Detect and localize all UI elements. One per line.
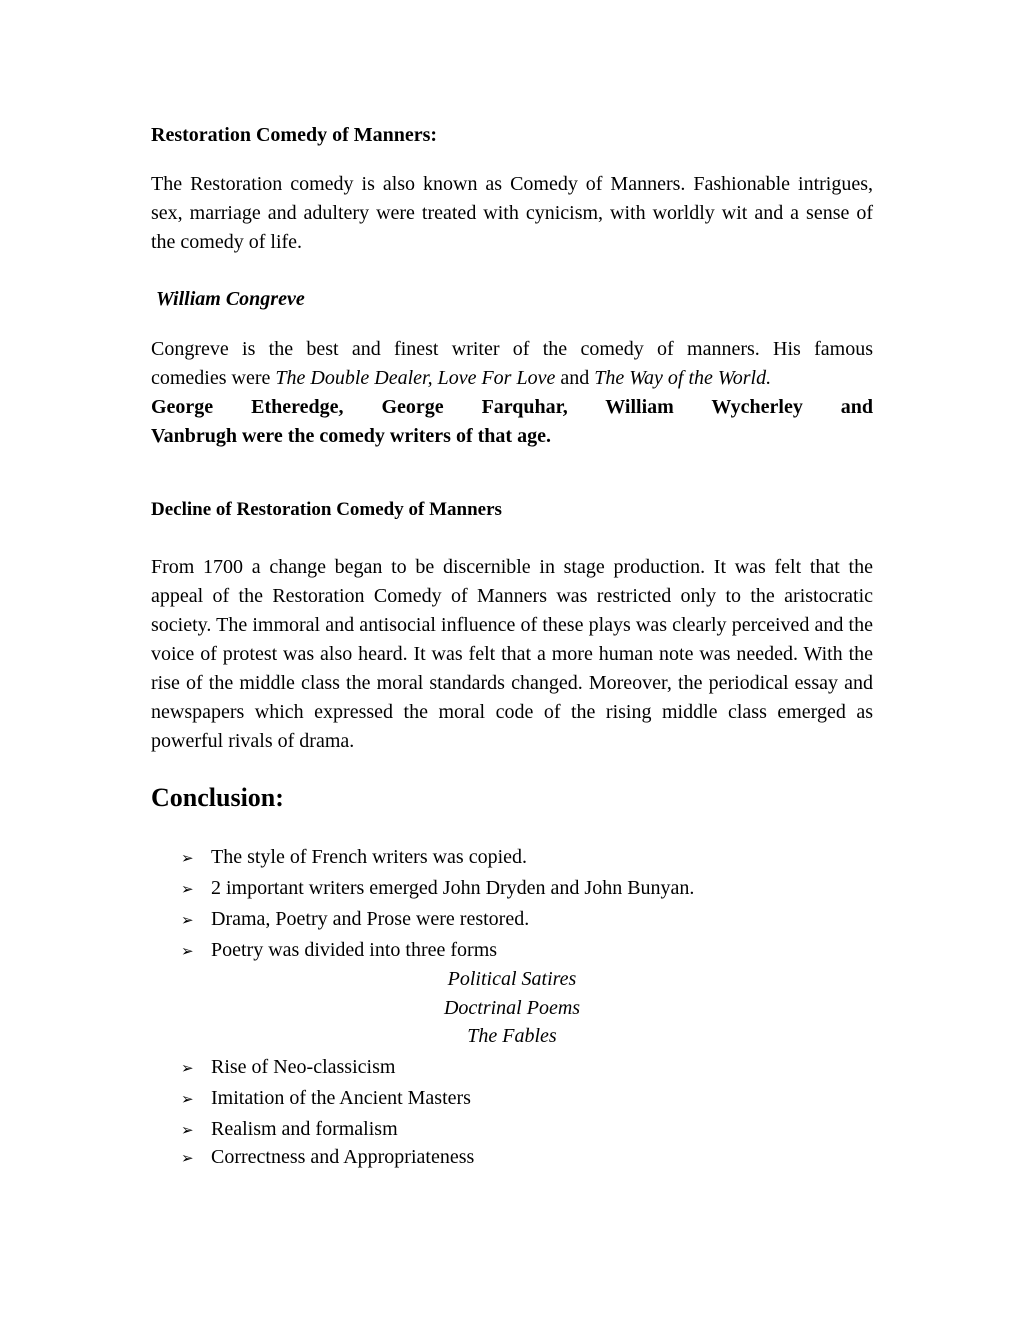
list-item — [181, 876, 694, 901]
paragraph-restoration-comedy: The Restoration comedy is also known as Comedy of Manners. Fashionable intrigues, sex, marriage and adultery were treated with cynicism, with worldly wit and a sense of the comedy of life. — [151, 173, 873, 253]
heading-decline: Decline of Restoration Comedy of Manners — [151, 499, 502, 520]
bold-writers-line1: George Etheredge, George Farquhar, William Wycherley and — [151, 396, 873, 418]
list-item — [181, 1145, 474, 1170]
paragraph-congreve-line2 — [151, 364, 873, 393]
heading-restoration-comedy: Restoration Comedy of Manners: — [151, 124, 438, 146]
arrow-bullet-icon: ➢ — [181, 1059, 194, 1077]
poetry-form-the-fables: The Fables — [467, 1025, 557, 1047]
heading-conclusion: Conclusion: — [151, 783, 284, 812]
list-item-text: Correctness and Appropriateness — [211, 1146, 475, 1168]
list-item — [181, 1086, 471, 1111]
arrow-bullet-icon: ➢ — [181, 1121, 194, 1139]
list-item-text: Drama, Poetry and Prose were restored. — [211, 908, 530, 930]
list-item-text: 2 important writers emerged John Dryden and John Bunyan. — [211, 877, 695, 899]
list-item — [181, 1055, 395, 1080]
paragraph-congreve-line1: Congreve is the best and finest writer of the comedy of manners. His famous — [151, 338, 873, 360]
heading-william-congreve: William Congreve — [156, 288, 305, 310]
list-item — [181, 845, 527, 870]
list-item — [181, 938, 497, 963]
list-item-text: Rise of Neo-classicism — [211, 1056, 396, 1078]
poetry-form-doctrinal-poems: Doctrinal Poems — [443, 997, 581, 1019]
poetry-form-political-satires: Political Satires — [447, 968, 577, 990]
arrow-bullet-icon: ➢ — [181, 849, 194, 867]
paragraph-decline: From 1700 a change began to be discernible in stage production. It was felt that the appeal of the Restoration Comedy of Manners was restricted only to the aristocratic society. The immoral and antisocial influence of these plays was clearly perceived and the voice of protest was also heard. It was felt that a more human note was needed. With the rise of the middle class the moral standards changed. Moreover, the periodical essay and newspapers which expressed the moral code of the rising middle class emerged as powerful rivals of drama. — [151, 556, 873, 752]
arrow-bullet-icon: ➢ — [181, 880, 194, 898]
title-double-dealer-love-for-love: The Double Dealer, Love For Love — [275, 367, 556, 389]
arrow-bullet-icon: ➢ — [181, 942, 194, 960]
text-comedies-were: comedies were — [151, 367, 271, 389]
title-way-of-the-world: The Way of the World. — [594, 367, 772, 389]
bold-writers-line2: Vanbrugh were the comedy writers of that age. — [151, 425, 551, 447]
list-item-text: Realism and formalism — [211, 1118, 398, 1140]
list-item — [181, 907, 529, 932]
text-and: and — [560, 367, 590, 389]
arrow-bullet-icon: ➢ — [181, 1090, 194, 1108]
list-item-text: The style of French writers was copied. — [211, 846, 528, 868]
arrow-bullet-icon: ➢ — [181, 911, 194, 929]
list-item — [181, 1117, 398, 1142]
list-item-text: Imitation of the Ancient Masters — [211, 1087, 471, 1109]
list-item-text: Poetry was divided into three forms — [211, 939, 498, 961]
arrow-bullet-icon: ➢ — [181, 1149, 194, 1167]
